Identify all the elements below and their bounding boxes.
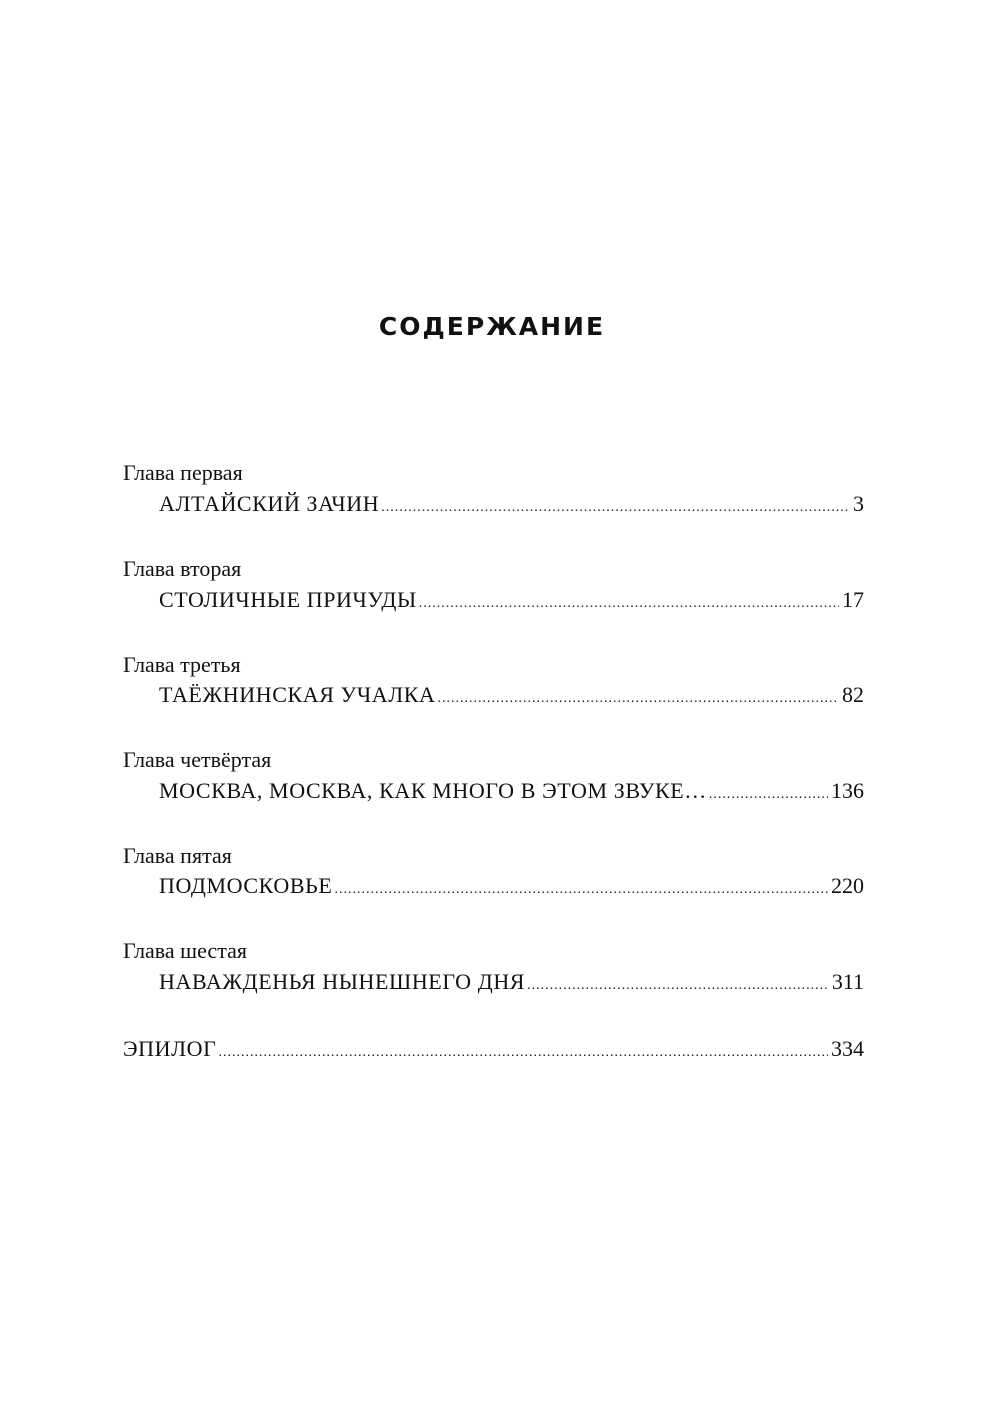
chapter-3-page: 82 [842,682,864,707]
chapter-4-page: 136 [831,778,864,803]
chapter-6-title: НАВАЖДЕНЬЯ НЫНЕШНЕГО ДНЯ [159,969,526,994]
chapter-3-label: Глава третья [123,652,241,677]
chapter-4-entry[interactable] [159,777,864,809]
epilogue-entry[interactable] [123,1035,864,1067]
dot-leader [438,685,840,713]
epilogue-title: ЭПИЛОГ [123,1036,217,1061]
dot-leader [218,1039,828,1067]
chapter-4-label: Глава четвёртая [123,747,272,772]
chapter-5-title: ПОДМОСКОВЬЕ [159,873,333,898]
chapter-6-page: 311 [831,969,864,994]
chapter-3-title: ТАЁЖНИНСКАЯ УЧАЛКА [159,682,436,707]
dot-leader [527,972,829,1000]
chapter-1-label: Глава первая [123,460,243,485]
chapter-1-page: 3 [853,491,864,516]
chapter-2-title: СТОЛИЧНЫЕ ПРИЧУДЫ [159,587,417,612]
dot-leader [334,876,828,904]
chapter-2-page: 17 [842,587,864,612]
chapter-5-entry[interactable] [159,872,864,904]
dot-leader [381,494,850,522]
chapter-3-entry[interactable] [159,681,864,713]
dot-leader [419,590,839,618]
chapter-6-label: Глава шестая [123,938,247,963]
chapter-1-entry[interactable] [159,490,864,522]
chapter-5-page: 220 [831,873,864,898]
epilogue-page: 334 [831,1036,864,1061]
chapter-1-title: АЛТАЙСКИЙ ЗАЧИН [159,491,380,516]
chapter-2-label: Глава вторая [123,556,242,581]
chapter-4-title: МОСКВА, МОСКВА, КАК МНОГО В ЭТОМ ЗВУКЕ… [159,778,707,803]
chapter-6-entry[interactable] [159,968,864,1000]
chapter-5-label: Глава пятая [123,843,232,868]
dot-leader [709,781,828,809]
chapter-2-entry[interactable] [159,586,864,618]
page-title: СОДЕРЖАНИЕ [378,312,606,341]
